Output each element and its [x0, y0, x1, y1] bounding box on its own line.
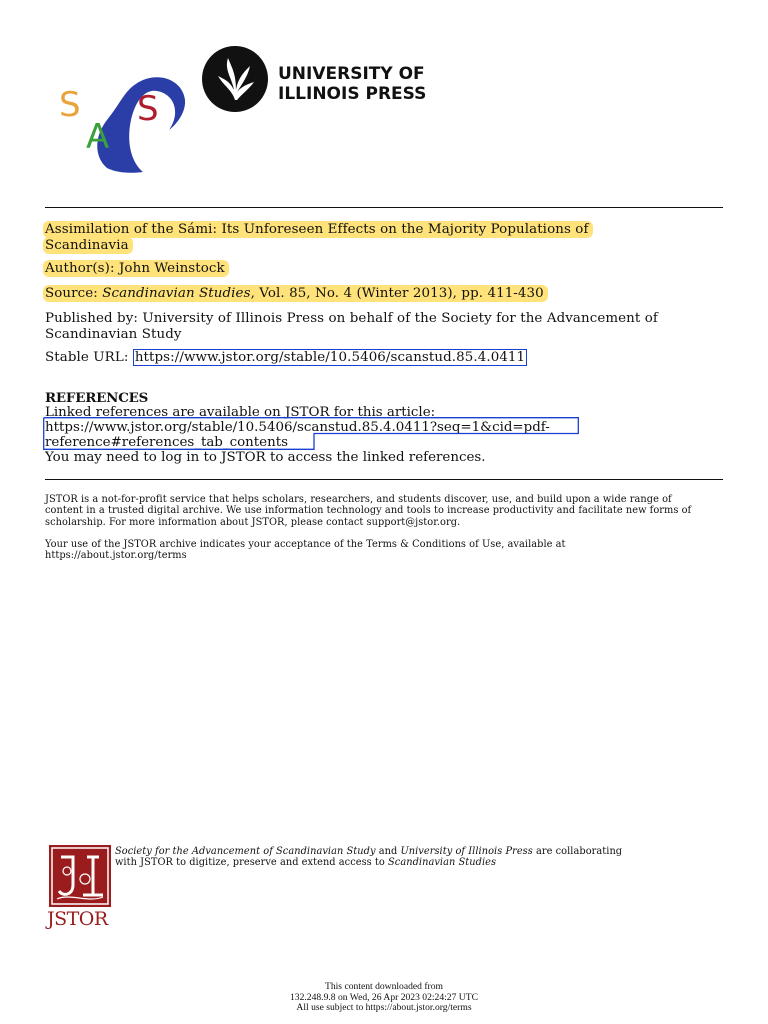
source-label: Source:	[45, 286, 98, 301]
footer-line-1: This content downloaded from	[324, 981, 444, 992]
uip-line-2: ILLINOIS PRESS	[278, 84, 427, 104]
sass-letter-s2: S	[137, 89, 159, 129]
jstor-logo	[47, 845, 113, 933]
stable-url-link[interactable]: https://www.jstor.org/stable/10.5406/scanstud.85.4.0411	[134, 350, 526, 365]
author-name: John Weinstock	[118, 261, 225, 276]
sass-letter-a: A	[86, 117, 110, 157]
uip-leaf-emblem-icon	[202, 46, 268, 112]
collaboration-statement	[115, 846, 635, 869]
jstor-mission-notice: JSTOR is a not-for-profit service that helps scholars, researchers, and students discover, use, and build upon a wide range of content in a trusted digital archive. We use information technology and tools to increase productivity and facilitate new forms of scholarship. For more information about JSTOR, please contact support@jstor.org.	[45, 494, 692, 528]
jstor-wordmark: JSTOR	[47, 908, 108, 930]
source-journal: Scandinavian Studies	[102, 286, 251, 301]
author-line	[43, 261, 229, 277]
references-intro: Linked references are available on JSTOR for this article:	[45, 405, 436, 420]
published-by: Published by: University of Illinois Press on behalf of the Society for the Advancement of Scandinavian Study	[45, 311, 658, 342]
jstor-seal-icon	[49, 845, 111, 907]
source-details: , Vol. 85, No. 4 (Winter 2013), pp. 411-430	[250, 286, 544, 301]
article-title: Assimilation of the Sámi: Its Unforeseen Effects on the Majority Populations of Scandinavia	[43, 221, 593, 254]
uip-line-1: UNIVERSITY OF	[278, 64, 425, 84]
footer-line-3: All use subject to https://about.jstor.org/terms	[296, 1002, 472, 1013]
references-url-part2: reference#references_tab_contents	[45, 435, 288, 450]
collab-middle: are collaborating with JSTOR to digitize, preserve and extend access to	[115, 846, 623, 869]
sass-letter-s1: S	[59, 85, 81, 125]
collab-org1: Society for the Advancement of Scandinavian Study	[115, 846, 376, 857]
collab-org2: University of Illinois Press	[400, 846, 533, 857]
references-login-note: You may need to log in to JSTOR to access the linked references.	[45, 450, 486, 465]
collab-journal: Scandinavian Studies	[388, 857, 497, 869]
stable-url-label: Stable URL:	[45, 350, 129, 365]
footer-line-2: 132.248.9.8 on Wed, 26 Apr 2023 02:24:27 UTC	[290, 991, 478, 1003]
university-of-illinois-press-logo	[202, 46, 432, 116]
middle-divider	[45, 479, 723, 480]
terms-notice: Your use of the JSTOR archive indicates your acceptance of the Terms & Conditions of Use, available at https://about.jstor.org/terms	[45, 539, 566, 562]
article-title-block	[43, 222, 653, 254]
download-footer	[0, 982, 768, 1014]
top-divider	[45, 207, 723, 208]
source-line	[43, 286, 548, 302]
references-link[interactable]	[45, 420, 605, 450]
references-url-part1: https://www.jstor.org/stable/10.5406/scanstud.85.4.0411?seq=1&cid=pdf-	[45, 420, 550, 435]
uip-wordmark	[278, 64, 426, 104]
author-label: Author(s):	[45, 261, 115, 276]
references-heading: REFERENCES	[45, 390, 149, 406]
collab-and: and	[375, 846, 401, 857]
sass-logo	[55, 68, 190, 178]
stable-url-line	[45, 350, 527, 366]
references-body	[45, 405, 605, 465]
